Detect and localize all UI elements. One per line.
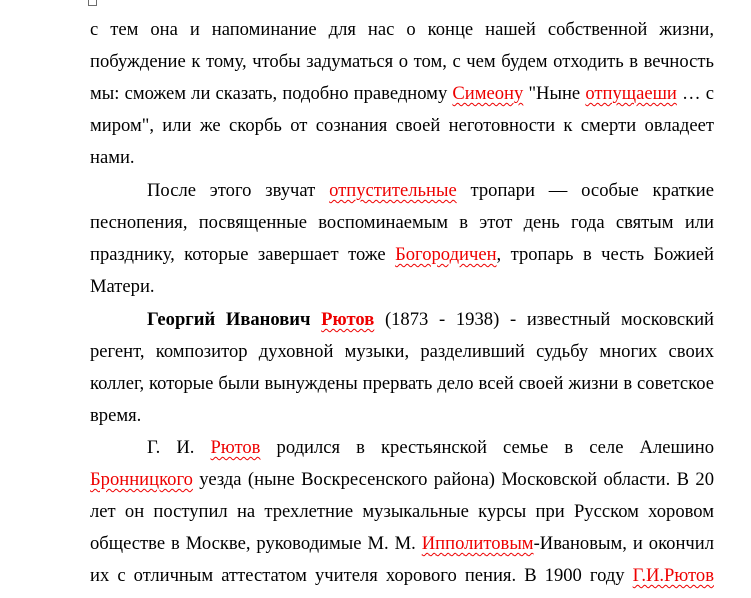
line-text: Г. И. [147, 437, 211, 458]
line-text: тропари — особые краткие [456, 180, 714, 201]
spellcheck-word[interactable]: Богородичен [395, 244, 497, 265]
text-line [90, 502, 714, 534]
spellcheck-word[interactable]: Г.И.Рютов [632, 565, 714, 586]
line-text: (1873 - 1938) - известный московский [374, 309, 715, 330]
line-text: обществе в Москве, руководимые М. М. [90, 533, 422, 554]
line-text: нами. [90, 147, 135, 168]
text-line [90, 148, 714, 180]
line-text: -Ивановым, и окончил [533, 533, 714, 554]
text-line [90, 534, 714, 566]
text-line [90, 84, 714, 116]
text-line [147, 438, 714, 470]
spellcheck-word[interactable]: Рютов [210, 437, 261, 458]
text-line [90, 342, 714, 374]
line-text: "Ныне [523, 83, 586, 104]
text-line [90, 245, 714, 277]
text-line [90, 116, 714, 148]
line-text: , тропарь в честь Божией [496, 244, 714, 265]
spellcheck-word[interactable]: отпущаеши [585, 83, 677, 104]
line-text: время. [90, 405, 142, 426]
line-text: регент, композитор духовной музыки, разделивший судьбу многих своих [90, 341, 714, 362]
line-text: После этого звучат [147, 180, 330, 201]
spellcheck-word[interactable]: Симеону [452, 83, 524, 104]
line-text: побуждение к тому, чтобы задуматься о том, с чем будем отходить в вечность [90, 51, 714, 72]
spellcheck-word[interactable]: Бронницкого [90, 469, 193, 490]
line-text: миром", или же скорбь от сознания своей неготовности к смерти овладеет [90, 115, 714, 136]
spellcheck-word[interactable]: Ипполитовым [421, 533, 534, 554]
text-line [147, 310, 714, 342]
text-line [90, 20, 714, 52]
text-line [147, 181, 714, 213]
line-text: коллег, которые были вынуждены прервать дело всей своей жизни в советское [90, 373, 714, 394]
text-line [90, 52, 714, 84]
spellcheck-word[interactable]: отпустительные [329, 180, 457, 201]
text-line [90, 406, 714, 438]
line-text: лет он поступил на трехлетние музыкальные курсы при Русском хоровом [90, 501, 714, 522]
line-text: с тем она и напоминание для нас о конце нашей собственной жизни, [90, 19, 714, 40]
text-line [90, 566, 714, 598]
spellcheck-word[interactable]: Рютов [321, 309, 375, 330]
line-text: уезда (ныне Воскресенского района) Московской области. В 20 [192, 469, 714, 490]
line-text: празднику, которые завершает тоже [90, 244, 396, 265]
text-line [90, 470, 714, 502]
bold-name: Георгий Иванович [147, 309, 322, 330]
text-line [90, 374, 714, 406]
text-line [90, 213, 714, 245]
line-text: песнопения, посвященные воспоминаемым в этот день года святым или [90, 212, 714, 233]
formatting-mark-icon [88, 0, 97, 6]
line-text: родился в крестьянской семье в селе Алешино [260, 437, 714, 458]
line-text: … с [676, 83, 714, 104]
text-line [90, 277, 714, 309]
line-text: Матери. [90, 276, 155, 297]
line-text: их с отличным аттестатом учителя хорового пения. В 1900 году [90, 565, 633, 586]
line-text: мы: сможем ли сказать, подобно праведному [90, 83, 453, 104]
